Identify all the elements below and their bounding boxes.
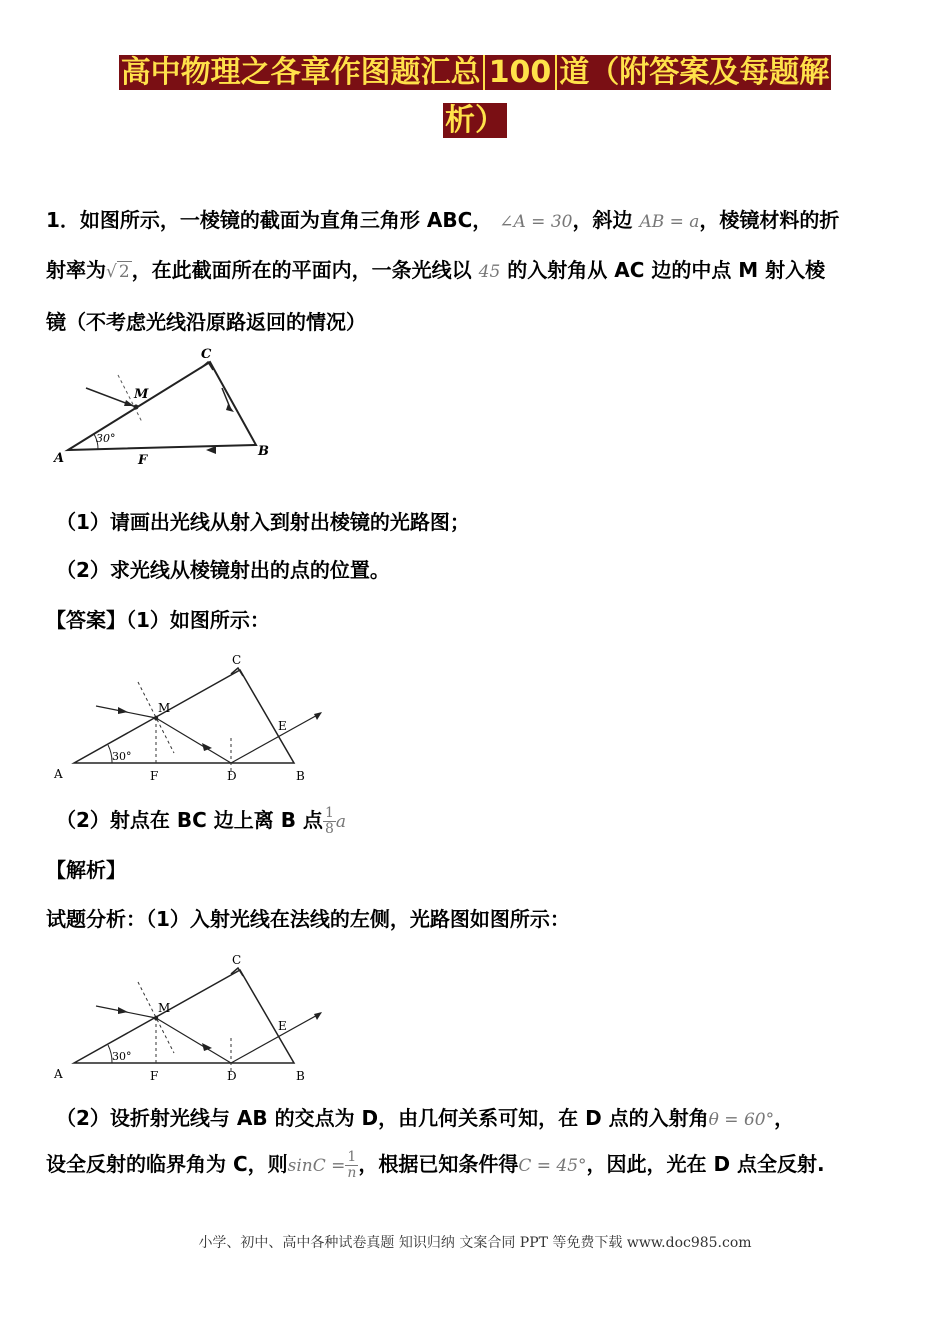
label-f: F	[150, 1069, 159, 1083]
refracted-ray	[156, 718, 231, 763]
analysis-text: ，因此，光在 D 点全反射.	[586, 1152, 825, 1176]
question-text: 1．如图所示，一棱镜的截面为直角三角形 ABC，	[46, 208, 493, 232]
reflected-ray	[231, 1013, 321, 1063]
sqrt-expr: √ 2	[106, 262, 130, 282]
label-m: M	[158, 701, 171, 715]
ray-arrow	[202, 1043, 212, 1051]
fraction-1-8: $\frac{1}{8}$	[324, 805, 334, 837]
label-b: B	[296, 769, 305, 783]
prism-triangle	[74, 970, 294, 1063]
label-f: F	[150, 769, 159, 783]
ray-arrow	[202, 743, 212, 751]
analysis-line3	[46, 1150, 825, 1181]
question-text: ，在此截面所在的平面内，一条光线以	[131, 258, 472, 282]
figure-2-light-path	[46, 650, 346, 785]
question-text: ，斜边	[572, 208, 633, 232]
title-line2: 析）	[445, 103, 505, 138]
point-m	[154, 716, 158, 720]
sub-question-1: （1）请画出光线从射入到射出棱镜的光路图；	[56, 510, 470, 534]
figure-1-prism	[46, 340, 286, 470]
document-title-line2	[0, 98, 950, 144]
point-m	[134, 405, 139, 410]
exit-arrow	[314, 1012, 322, 1020]
analysis-line1: 试题分析：（1）入射光线在法线的左侧，光路图如图所示：	[46, 907, 570, 931]
document-title	[0, 50, 950, 96]
title-part2: 道（附答案及每题解	[559, 55, 830, 90]
sub-question-2: （2）求光线从棱镜射出的点的位置。	[56, 558, 390, 582]
refracted-ray	[156, 1018, 231, 1063]
label-f: F	[138, 453, 148, 468]
label-a: A	[54, 1067, 63, 1081]
label-e: E	[278, 1019, 287, 1033]
analysis-text: ，	[774, 1106, 795, 1130]
answer-part2	[56, 806, 346, 837]
angle-label: 30°	[96, 432, 116, 445]
label-c: C	[232, 653, 242, 667]
label-b: B	[296, 1069, 305, 1083]
analysis-label: 【解析】	[46, 858, 126, 882]
label-m: M	[134, 387, 149, 402]
analysis-text: （2）设折射光线与 AB 的交点为 D，由几何关系可知，在 D 点的入射角	[56, 1106, 709, 1130]
label-d: D	[227, 1069, 237, 1083]
analysis-line2	[56, 1104, 794, 1134]
question-line3: 镜（不考虑光线沿原路返回的情况）	[46, 310, 366, 334]
question-text: 射率为	[46, 258, 106, 282]
label-c: C	[232, 953, 242, 967]
angle-a-expr: ∠A = 30	[499, 212, 573, 232]
ray-arrow	[118, 1007, 128, 1014]
question-text: ，棱镜材料的折	[699, 208, 840, 232]
label-c: C	[201, 347, 212, 362]
label-a: A	[54, 451, 65, 466]
point-m	[154, 1016, 158, 1020]
title-part1: 高中物理之各章作图题汇总	[120, 55, 481, 90]
label-a: A	[54, 767, 63, 781]
label-b: B	[258, 444, 269, 459]
analysis-text: 设全反射的临界角为 C，则	[46, 1152, 288, 1176]
sinc-expr: sinC =	[287, 1156, 346, 1176]
reflected-ray	[231, 713, 321, 763]
angle-45-expr: 45	[478, 262, 501, 282]
question-line1	[46, 206, 839, 236]
exit-arrow	[314, 712, 322, 720]
ab-expr: AB = a	[639, 212, 700, 232]
figure-3-light-path	[46, 950, 346, 1085]
analysis-text: ，根据已知条件得	[358, 1152, 519, 1176]
page-footer: 小学、初中、高中各种试卷真题 知识归纳 文案合同 PPT 等免费下载 www.doc985.com	[198, 1235, 752, 1251]
label-m: M	[158, 1001, 171, 1015]
question-line2	[46, 256, 825, 286]
angle-label: 30°	[112, 1050, 132, 1063]
answer-text: （2）射点在 BC 边上离 B 点	[56, 808, 323, 832]
fraction-1-n: $\frac{1}{n}$	[347, 1149, 357, 1181]
label-e: E	[278, 719, 287, 733]
answer-label: 【答案】（1）如图所示：	[46, 608, 270, 632]
title-number: 100	[483, 55, 558, 90]
question-text: 的入射角从 AC 边的中点 M 射入棱	[507, 258, 826, 282]
ray-arrow	[118, 707, 128, 714]
angle-label: 30°	[112, 750, 132, 763]
label-d: D	[227, 769, 237, 783]
var-a: a	[335, 812, 346, 832]
theta-expr: θ = 60°	[708, 1110, 775, 1130]
prism-triangle	[74, 670, 294, 763]
c-expr: C = 45°	[518, 1156, 587, 1176]
